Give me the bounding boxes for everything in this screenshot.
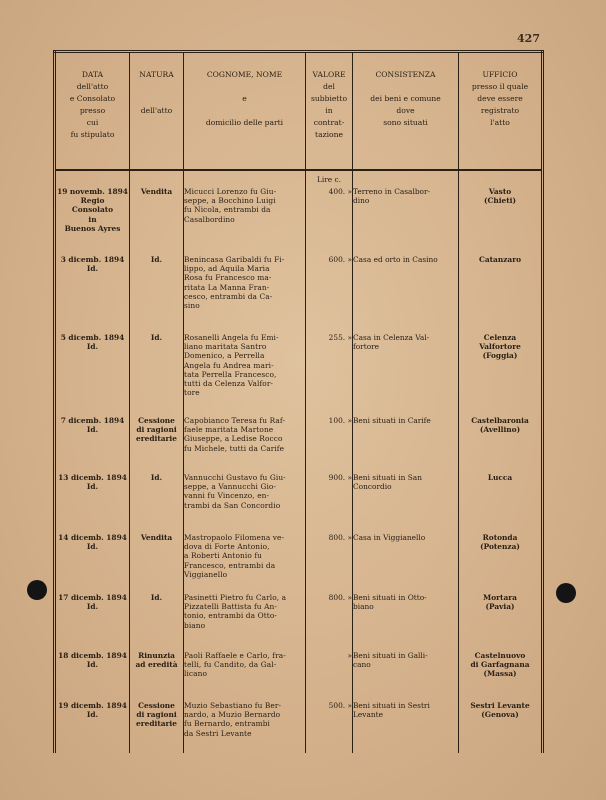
cell-line: (Foggia) <box>482 351 518 361</box>
cell-line: tore <box>184 388 200 398</box>
cell-line: vanni fu Vincenzo, en- <box>184 491 270 501</box>
cell-line: Beni situati in Carife <box>353 416 431 425</box>
cell-line: tutti da Celenza Valfor- <box>184 379 274 389</box>
header-line <box>130 81 183 93</box>
header-line: VALORE <box>312 70 346 79</box>
header-line: in <box>325 106 333 115</box>
cell-data <box>55 593 130 651</box>
cell-line: telli, fu Candito, da Gal- <box>184 660 277 670</box>
cell-line: tata Perrella Francesco, <box>184 369 277 379</box>
cell-line: (Pavia) <box>485 602 515 612</box>
cell-line: (Massa) <box>483 669 517 679</box>
cell-valore <box>306 333 353 416</box>
cell-line: Pasinetti Pietro fu Carlo, a <box>184 593 287 602</box>
cell-line: Casa in Celenza Val- <box>353 333 430 342</box>
cell-data <box>55 333 130 416</box>
cell-line: 100. » <box>328 416 352 425</box>
cell-line: 800. » <box>328 593 352 602</box>
cell-line: 7 dicemb. 1894 <box>60 416 125 425</box>
cell-line: » <box>347 651 352 660</box>
cell-line: lippo, ad Aquila Maria <box>184 264 270 274</box>
header-line: registrato <box>480 106 520 115</box>
cell-valore <box>306 416 353 473</box>
cell-data <box>55 651 130 701</box>
cell-line: Mastropaolo Filomena ve- <box>184 533 285 542</box>
cell-consistenza <box>353 473 459 533</box>
header-line: CONSISTENZA <box>375 70 436 79</box>
cell-line: nardo, a Muzio Bernardo <box>184 710 281 720</box>
cell-data <box>55 416 130 473</box>
cell-line: licano <box>184 669 208 679</box>
table-row <box>55 701 543 753</box>
cell-line: fortore <box>353 342 380 352</box>
units-valore: Lire c. <box>306 170 353 187</box>
cell-consistenza <box>353 187 459 255</box>
cell-line: Castelbaronia <box>471 416 529 425</box>
cell-line: Capobianco Teresa fu Raf- <box>184 416 286 425</box>
cell-nome <box>184 533 306 593</box>
cell-line: Castelnuovo <box>474 651 526 660</box>
cell-line: Id. <box>86 660 99 670</box>
header-line: fu stipulato <box>70 130 115 139</box>
cell-line: Regio <box>80 196 105 206</box>
cell-line: Id. <box>150 333 163 342</box>
cell-line: Valfortore <box>479 342 521 352</box>
cell-line: cesco, entrambi da Ca- <box>184 291 273 301</box>
table-row <box>55 187 543 255</box>
header-line: dei beni e comune <box>370 94 441 103</box>
cell-line: Casa ed orto in Casino <box>353 255 438 264</box>
header-row <box>55 52 543 171</box>
cell-line: 19 dicemb. 1894 <box>58 701 127 710</box>
cell-line: Mortara <box>483 593 517 602</box>
cell-consistenza <box>353 651 459 701</box>
header-line: e <box>242 94 247 103</box>
cell-line: trambi da San Concordio <box>184 500 281 510</box>
cell-line: ad eredità <box>135 660 178 670</box>
cell-line: 400. » <box>328 187 352 196</box>
cell-line: Beni situati in Sestri <box>353 701 430 710</box>
punch-hole-left <box>27 580 47 600</box>
cell-nome <box>184 701 306 753</box>
cell-line: in <box>88 214 97 224</box>
cell-line: Viggianello <box>184 569 228 579</box>
cell-line: Beni situati in Otto- <box>353 593 427 602</box>
cell-data <box>55 187 130 255</box>
cell-line: Beni situati in Galli- <box>353 651 428 660</box>
cell-line: (Chieti) <box>484 196 516 206</box>
cell-nome <box>184 416 306 473</box>
cell-ufficio <box>459 255 543 333</box>
table-row <box>55 255 543 333</box>
cell-line: Francesco, entrambi da <box>184 560 276 570</box>
page-number: 427 <box>517 32 540 45</box>
cell-line: Angela fu Andrea mari- <box>184 360 274 370</box>
cell-line: ereditarie <box>136 434 177 444</box>
cell-natura <box>130 255 184 333</box>
cell-line: Giuseppe, a Ledise Rocco <box>184 434 283 444</box>
cell-natura <box>130 701 184 753</box>
cell-ufficio <box>459 473 543 533</box>
cell-line: 900. » <box>328 473 352 482</box>
cell-line: 255. » <box>328 333 352 342</box>
cell-consistenza <box>353 333 459 416</box>
header-line <box>130 93 183 105</box>
cell-data <box>55 255 130 333</box>
header-line: NATURA <box>139 70 174 79</box>
cell-line: di Garfagnana <box>470 660 530 670</box>
cell-natura <box>130 593 184 651</box>
table-row <box>55 651 543 701</box>
cell-line: 600. » <box>328 255 352 264</box>
table-row <box>55 533 543 593</box>
cell-line: 500. » <box>328 701 352 710</box>
cell-line: Id. <box>86 264 99 274</box>
cell-line: Muzio Sebastiano fu Ber- <box>184 701 282 710</box>
table-row <box>55 333 543 416</box>
cell-line: 14 dicemb. 1894 <box>58 533 127 542</box>
cell-natura <box>130 533 184 593</box>
cell-line: Catanzaro <box>478 255 522 264</box>
header-line: dove <box>396 106 415 115</box>
header-line: UFFICIO <box>482 70 518 79</box>
cell-consistenza <box>353 416 459 473</box>
cell-line: (Genova) <box>481 710 519 720</box>
cell-line: Casa in Viggianello <box>353 533 426 542</box>
cell-line: Paoli Raffaele e Carlo, fra- <box>184 651 286 660</box>
cell-line: fu Michele, tutti da Carife <box>184 443 285 453</box>
cell-line: ritata La Manna Fran- <box>184 282 270 292</box>
cell-ufficio <box>459 651 543 701</box>
header-line: dell'atto <box>76 82 109 91</box>
cell-line: Id. <box>150 473 163 482</box>
header-line: l'atto <box>490 118 510 127</box>
header-line: domicilio delle parti <box>205 118 284 127</box>
cell-line: dova di Forte Antonio, <box>184 542 270 552</box>
cell-line: Terreno in Casalbor- <box>353 187 431 196</box>
units-row <box>55 170 543 187</box>
cell-valore <box>306 651 353 701</box>
cell-line: Cessione <box>138 701 175 710</box>
header-ufficio <box>459 52 543 171</box>
cell-consistenza <box>353 701 459 753</box>
cell-line: (Avellino) <box>479 425 521 435</box>
cell-line: seppe, a Bocchino Luigi <box>184 196 276 206</box>
cell-line: 5 dicemb. 1894 <box>60 333 125 342</box>
cell-line: Micucci Lorenzo fu Giu- <box>184 187 277 196</box>
cell-natura <box>130 651 184 701</box>
header-line: COGNOME, NOME <box>206 70 283 79</box>
header-line <box>184 81 305 93</box>
table-row <box>55 593 543 651</box>
cell-line: Concordio <box>353 482 392 492</box>
cell-line: da Sestri Levante <box>184 728 252 738</box>
cell-line: Levante <box>353 710 383 720</box>
cell-line: Vendita <box>140 187 173 196</box>
cell-line: Id. <box>86 482 99 492</box>
cell-line: Rosa fu Francesco ma- <box>184 273 272 283</box>
cell-line: Rotonda <box>482 533 518 542</box>
cell-line: Casalbordino <box>184 214 235 224</box>
register-table <box>53 50 544 753</box>
cell-nome <box>184 593 306 651</box>
cell-line: liano maritata Santro <box>184 342 267 352</box>
cell-line: Vendita <box>140 533 173 542</box>
cell-line: Pizzatelli Battista fu An- <box>184 602 278 612</box>
cell-line: Domenico, a Perrella <box>184 351 265 361</box>
header-line: presso <box>79 106 106 115</box>
cell-line: tonio, entrambi da Otto- <box>184 611 278 621</box>
cell-line: fu Bernardo, entrambi <box>184 719 271 729</box>
cell-line: di ragioni <box>136 710 177 720</box>
cell-valore <box>306 255 353 333</box>
header-line: subbietto <box>310 94 348 103</box>
cell-line: biano <box>353 602 374 612</box>
header-line: contrat- <box>313 118 345 127</box>
cell-line: Id. <box>86 710 99 720</box>
register-body <box>55 170 543 753</box>
cell-nome <box>184 255 306 333</box>
cell-line: 3 dicemb. 1894 <box>60 255 125 264</box>
cell-line: Buenos Ayres <box>64 223 121 233</box>
cell-natura <box>130 416 184 473</box>
cell-line: Id. <box>150 255 163 264</box>
cell-data <box>55 473 130 533</box>
cell-ufficio <box>459 187 543 255</box>
cell-line: 800. » <box>328 533 352 542</box>
header-line: dell'atto <box>140 106 173 115</box>
cell-natura <box>130 473 184 533</box>
cell-line: Beni situati in San <box>353 473 422 482</box>
punch-hole-right <box>556 583 576 603</box>
table-row <box>55 416 543 473</box>
cell-line: Lucca <box>487 473 513 482</box>
cell-line: faele maritata Martone <box>184 425 274 435</box>
cell-line: Consolato <box>71 205 114 215</box>
cell-line: Benincasa Garibaldi fu Fi- <box>184 255 285 264</box>
cell-line: di ragioni <box>136 425 177 435</box>
cell-line: 18 dicemb. 1894 <box>58 651 127 660</box>
cell-data <box>55 701 130 753</box>
cell-line: 13 dicemb. 1894 <box>58 473 127 482</box>
cell-line: a Roberti Antonio fu <box>184 551 263 561</box>
header-consistenza <box>353 52 459 171</box>
cell-line: cano <box>353 660 371 670</box>
cell-ufficio <box>459 701 543 753</box>
header-line: e Consolato <box>69 94 116 103</box>
cell-line: Id. <box>86 342 99 352</box>
cell-nome <box>184 473 306 533</box>
cell-valore <box>306 187 353 255</box>
cell-line: Rosanelli Angela fu Emi- <box>184 333 279 342</box>
cell-line: Cessione <box>138 416 175 425</box>
header-natura <box>130 52 184 171</box>
cell-consistenza <box>353 593 459 651</box>
cell-line: Celenza <box>483 333 517 342</box>
cell-valore <box>306 473 353 533</box>
header-line: sono situati <box>383 118 428 127</box>
cell-line: ereditarie <box>136 719 177 729</box>
cell-line: Sestri Levante <box>470 701 530 710</box>
cell-ufficio <box>459 593 543 651</box>
cell-line: dino <box>353 196 370 206</box>
cell-line: (Potenza) <box>480 542 520 552</box>
cell-ufficio <box>459 533 543 593</box>
header-nome <box>184 52 306 171</box>
cell-line: Vasto <box>488 187 512 196</box>
cell-natura <box>130 187 184 255</box>
header-line <box>184 105 305 117</box>
cell-line: Vannucchi Gustavo fu Giu- <box>184 473 286 482</box>
header-line: tazione <box>315 130 343 139</box>
header-valore <box>306 52 353 171</box>
cell-nome <box>184 333 306 416</box>
cell-ufficio <box>459 333 543 416</box>
cell-data <box>55 533 130 593</box>
cell-line: seppe, a Vannucchi Gio- <box>184 482 277 492</box>
table-row <box>55 473 543 533</box>
cell-line: 19 novemb. 1894 <box>57 187 128 196</box>
cell-line: biano <box>184 620 206 630</box>
cell-line: Id. <box>86 602 99 612</box>
cell-natura <box>130 333 184 416</box>
cell-valore <box>306 593 353 651</box>
header-line: deve essere <box>477 94 523 103</box>
header-line: del <box>323 82 335 91</box>
cell-line: fu Nicola, entrambi da <box>184 205 271 215</box>
header-line: cui <box>86 118 99 127</box>
header-data <box>55 52 130 171</box>
cell-valore <box>306 701 353 753</box>
cell-line: Rinunzia <box>138 651 175 660</box>
cell-valore <box>306 533 353 593</box>
cell-line: Id. <box>86 542 99 552</box>
cell-ufficio <box>459 416 543 473</box>
cell-nome <box>184 187 306 255</box>
cell-line: 17 dicemb. 1894 <box>58 593 127 602</box>
header-line: DATA <box>81 70 104 79</box>
header-line <box>353 81 458 93</box>
cell-line: Id. <box>86 425 99 435</box>
header-line: presso il quale <box>471 82 529 91</box>
cell-line: sino <box>184 301 200 311</box>
cell-line: Id. <box>150 593 163 602</box>
cell-nome <box>184 651 306 701</box>
cell-consistenza <box>353 533 459 593</box>
cell-consistenza <box>353 255 459 333</box>
